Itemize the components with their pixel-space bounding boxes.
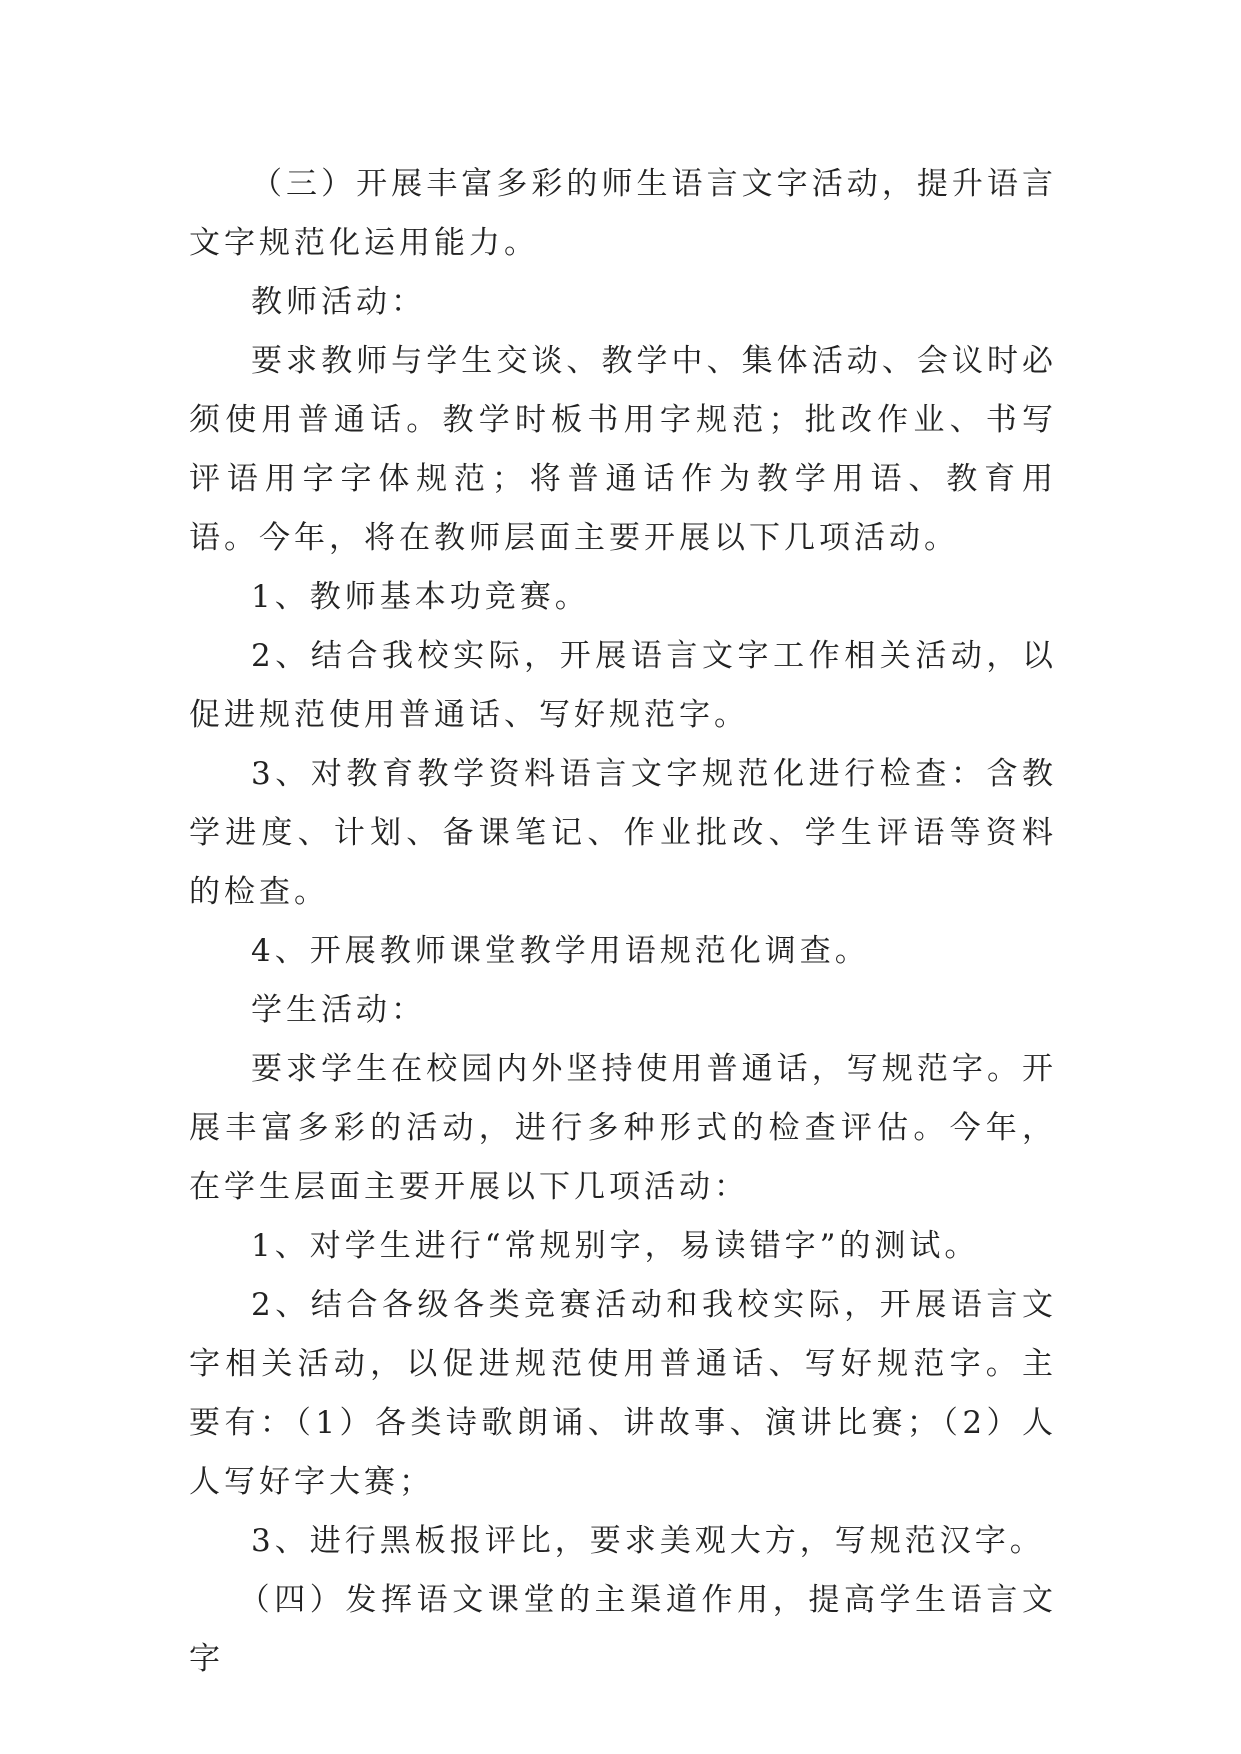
section-heading-3: （三）开展丰富多彩的师生语言文字活动，提升语言文字规范化运用能力。 <box>189 166 1057 261</box>
paragraph-student-requirements: 要求学生在校园内外坚持使用普通话，写规范字。开展丰富多彩的活动，进行多种形式的检查评估。今年，在学生层面主要开展以下几项活动： <box>189 1051 1057 1205</box>
document-body <box>189 155 1057 1689</box>
subheading-teacher-activities: 教师活动： <box>251 284 426 320</box>
list-item-teacher-2: 2、结合我校实际，开展语言文字工作相关活动，以促进规范使用普通话、写好规范字。 <box>189 638 1057 733</box>
list-item-student-2: 2、结合各级各类竞赛活动和我校实际，开展语言文字相关活动，以促进规范使用普通话、写好规范字。主要有：（1）各类诗歌朗诵、讲故事、演讲比赛；（2）人人写好字大赛； <box>189 1287 1057 1500</box>
list-item-teacher-3: 3、对教育教学资料语言文字规范化进行检查：含教学进度、计划、备课笔记、作业批改、学生评语等资料的检查。 <box>189 756 1057 910</box>
list-item-student-3: 3、进行黑板报评比，要求美观大方，写规范汉字。 <box>251 1523 1045 1559</box>
list-item-teacher-4: 4、开展教师课堂教学用语规范化调查。 <box>251 933 870 969</box>
section-heading-4: （四）发挥语文课堂的主渠道作用，提高学生语言文字 <box>189 1582 1057 1677</box>
subheading-student-activities: 学生活动： <box>251 992 426 1028</box>
paragraph-teacher-requirements: 要求教师与学生交谈、教学中、集体活动、会议时必须使用普通话。教学时板书用字规范；批改作业、书写评语用字字体规范；将普通话作为教学用语、教育用语。今年，将在教师层面主要开展以下几项活动。 <box>189 343 1057 556</box>
list-item-student-1: 1、对学生进行“常规别字，易读错字”的测试。 <box>251 1228 980 1264</box>
list-item-teacher-1: 1、教师基本功竞赛。 <box>251 579 590 615</box>
